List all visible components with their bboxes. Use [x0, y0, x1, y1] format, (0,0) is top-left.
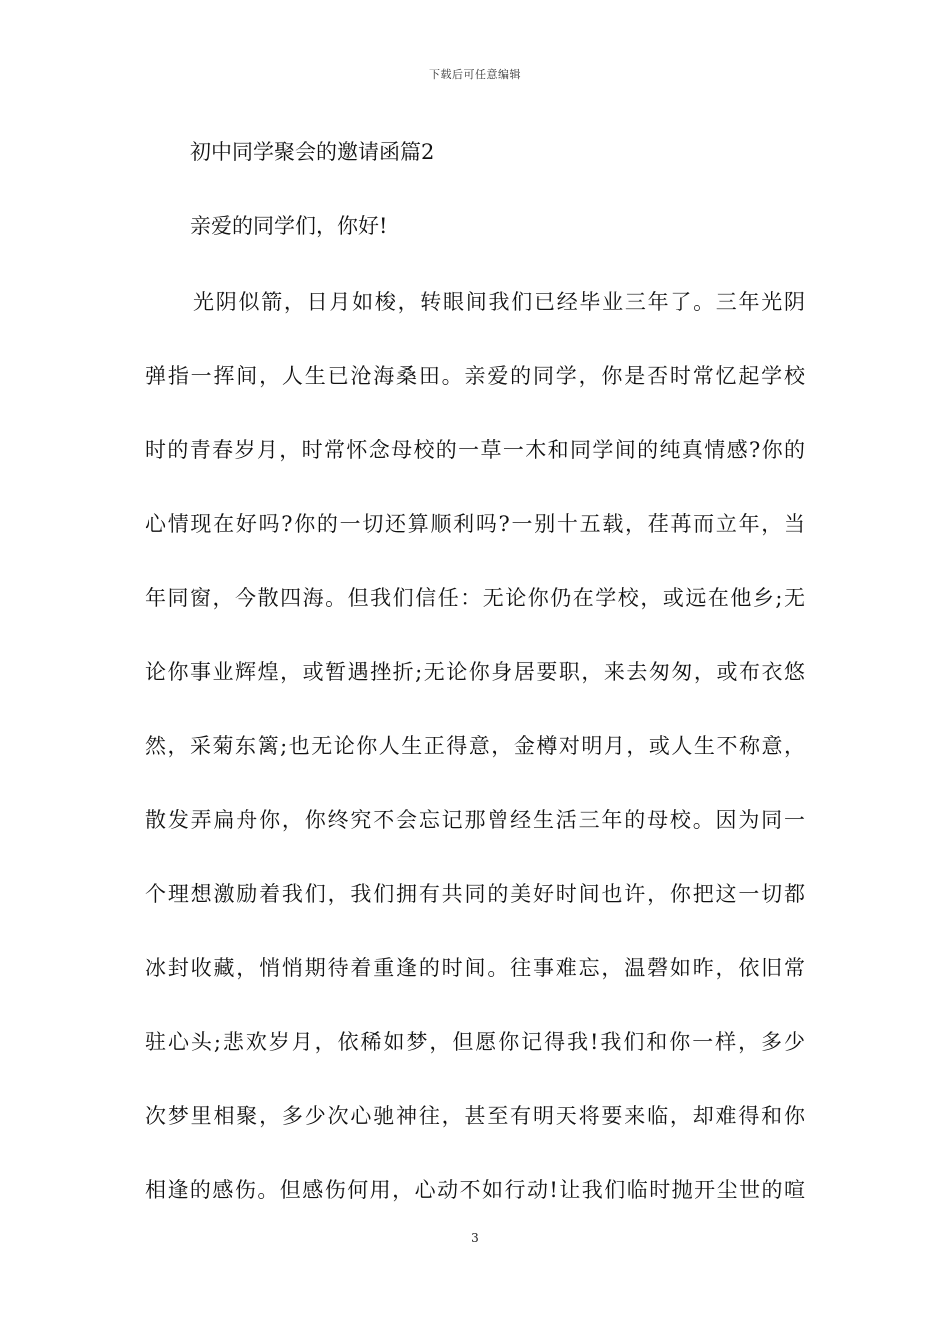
body-line: 时的青春岁月，时常怀念母校的一草一木和同学间的纯真情感?你的 — [145, 438, 805, 462]
greeting: 亲爱的同学们，你好! — [190, 214, 388, 238]
document-title: 初中同学聚会的邀请函篇2 — [190, 140, 435, 164]
header-note: 下载后可任意编辑 — [429, 68, 521, 81]
body-line: 论你事业辉煌，或暂遇挫折;无论你身居要职，来去匆匆，或布衣悠 — [145, 660, 805, 684]
body-line: 冰封收藏，悄悄期待着重逢的时间。往事难忘，温磬如昨，依旧常 — [145, 956, 805, 980]
body-line: 光阴似箭，日月如梭，转眼间我们已经毕业三年了。三年光阴 — [193, 290, 805, 314]
page-number: 3 — [471, 1231, 479, 1245]
body-line: 然，采菊东篱;也无论你人生正得意，金樽对明月，或人生不称意， — [145, 734, 805, 758]
body-line: 个理想激励着我们，我们拥有共同的美好时间也许，你把这一切都 — [145, 882, 805, 906]
body-line: 次梦里相聚，多少次心驰神往，甚至有明天将要来临，却难得和你 — [145, 1104, 805, 1128]
body-line: 散发弄扁舟你，你终究不会忘记那曾经生活三年的母校。因为同一 — [145, 808, 805, 832]
body-line: 相逢的感伤。但感伤何用，心动不如行动!让我们临时抛开尘世的喧 — [145, 1178, 805, 1202]
body-line: 弹指一挥间，人生已沧海桑田。亲爱的同学，你是否时常忆起学校 — [145, 364, 805, 388]
body-line: 年同窗，今散四海。但我们信任：无论你仍在学校，或远在他乡;无 — [145, 586, 805, 610]
body-line: 心情现在好吗?你的一切还算顺利吗?一别十五载，荏苒而立年，当 — [145, 512, 805, 536]
body-line: 驻心头;悲欢岁月，依稀如梦，但愿你记得我!我们和你一样，多少 — [145, 1030, 805, 1054]
body-text — [145, 284, 805, 1246]
